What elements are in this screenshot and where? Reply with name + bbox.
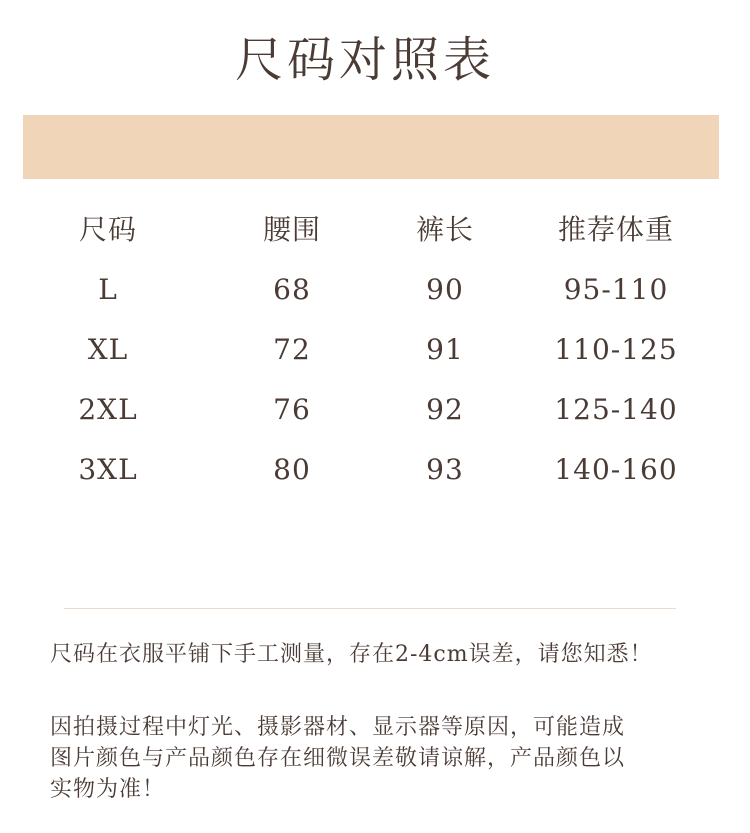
cell-size: L [98,273,118,306]
cell-weight: 125-140 [554,393,678,426]
color-disclaimer-line: 实物为准！ [50,777,166,802]
measurement-note: 尺码在衣服平铺下手工测量，存在2-4cm误差，请您知悉！ [50,642,653,667]
header-weight: 推荐体重 [557,213,675,246]
color-disclaimer-line: 图片颜色与产品颜色存在细微误差敬请谅解，产品颜色以 [50,746,626,771]
table-row [0,440,750,500]
cell-length: 90 [426,273,464,306]
cell-waist: 68 [273,273,311,306]
cell-weight: 140-160 [554,453,678,486]
cell-size: 2XL [78,393,138,426]
section-divider [64,608,676,609]
cell-waist: 80 [273,453,311,486]
header-waist: 腰围 [262,213,322,246]
page-title: 尺码对照表 [234,32,495,88]
cell-length: 92 [426,393,464,426]
cell-size: 3XL [78,453,138,486]
cell-weight: 95-110 [563,273,669,306]
cell-waist: 76 [273,393,311,426]
table-row [0,380,750,440]
table-row [0,320,750,380]
cell-waist: 72 [273,333,311,366]
header-length: 裤长 [415,213,475,246]
table-header-row [0,200,750,260]
color-disclaimer-line: 因拍摄过程中灯光、摄影器材、显示器等原因，可能造成 [50,715,626,740]
cell-weight: 110-125 [554,333,678,366]
cell-length: 91 [426,333,464,366]
cell-size: XL [87,333,129,366]
cell-length: 93 [426,453,464,486]
header-size: 尺码 [78,213,138,246]
header-band [23,115,719,179]
color-disclaimer [50,712,730,805]
table-row [0,260,750,320]
